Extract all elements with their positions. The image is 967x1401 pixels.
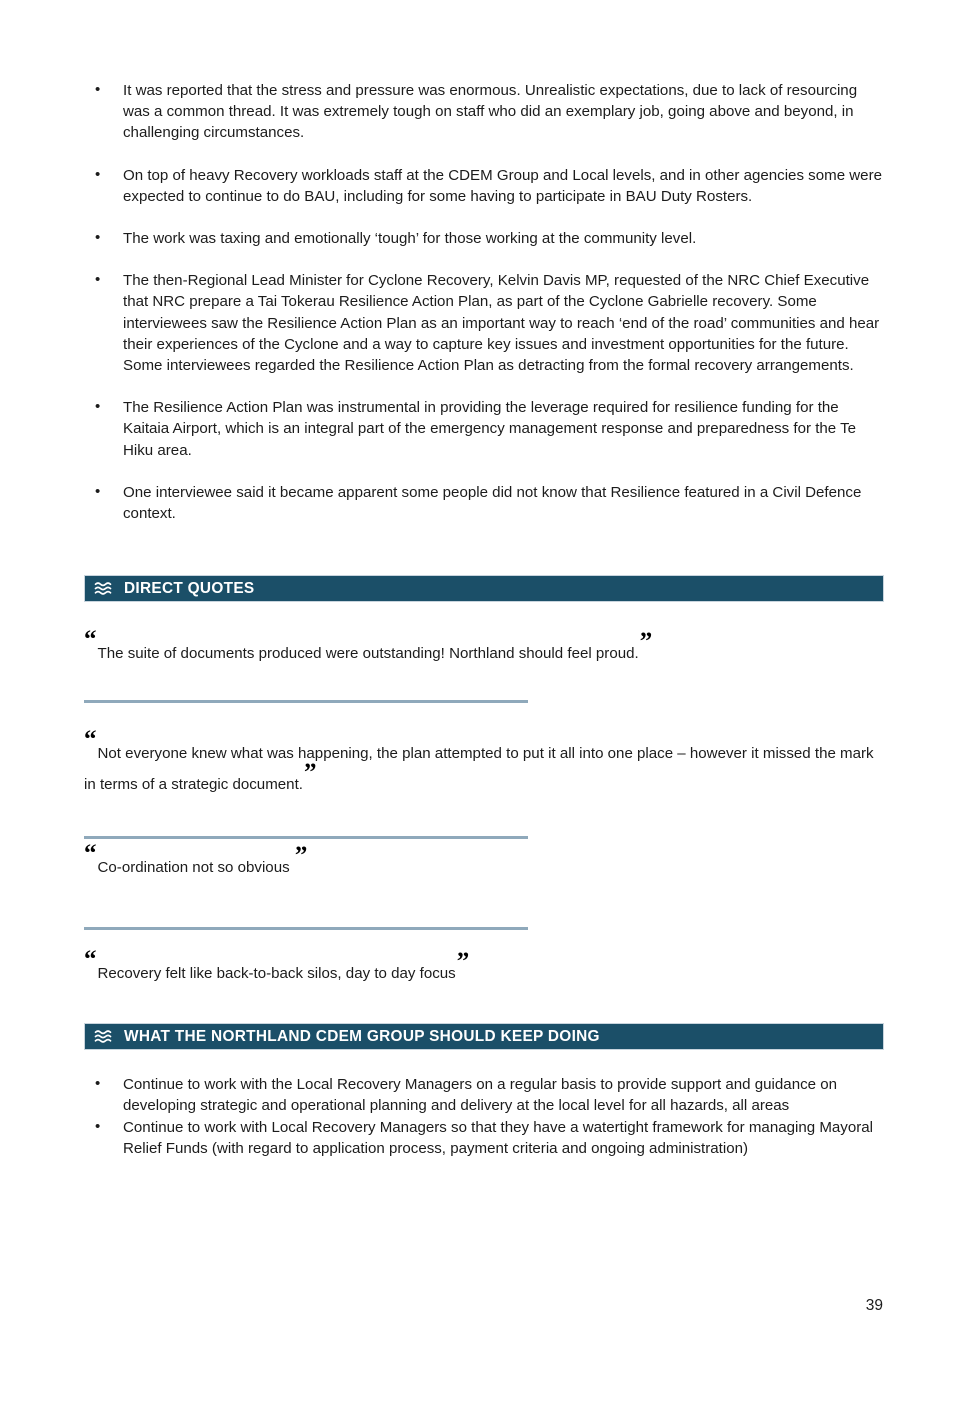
- quote-text: [84, 840, 884, 883]
- wave-icon: [94, 1028, 113, 1045]
- quote-text: [84, 626, 884, 669]
- quote-block: [84, 840, 884, 883]
- open-quote-mark: “: [84, 726, 97, 754]
- list-item: • The then-Regional Lead Minister for Cyclone Recovery, Kelvin Davis MP, requested of the NRC Chief Executive that NRC prepare a Tai Tokerau Resilience Action Plan, as part of the Cyclone Gabrielle recovery. Some interviewees saw the Resilience Action Plan as an important way to reach ‘end of the road’ communities and hear their experiences of the Cyclone and a way to capture key issues and investment opportunities for the future. Some interviewees regarded the Resilience Action Plan as detracting from the formal recovery arrangements.: [84, 270, 884, 376]
- list-item: • One interviewee said it became apparent some people did not know that Resilience featured in a Civil Defence context.: [84, 482, 884, 524]
- close-quote-mark: ”: [294, 842, 308, 870]
- section-banner-direct-quotes: [84, 575, 884, 602]
- page-content: [84, 80, 884, 1159]
- list-item: • The Resilience Action Plan was instrumental in providing the leverage required for resilience funding for the Kaitaia Airport, which is an integral part of the emergency management response and preparedness for the Te Hiku area.: [84, 397, 884, 461]
- list-item: • It was reported that the stress and pressure was enormous. Unrealistic expectations, due to lack of resourcing was a common thread. It was extremely tough on staff who did an exemplary job, going above and beyond, in challenging circumstances.: [84, 80, 884, 144]
- section-title: DIRECT QUOTES: [124, 579, 255, 597]
- open-quote-mark: “: [84, 626, 97, 654]
- quote-block: [84, 626, 884, 669]
- section-title: WHAT THE NORTHLAND CDEM GROUP SHOULD KEEP DOING: [124, 1027, 600, 1045]
- quote-text: [84, 726, 884, 800]
- findings-bullet-list: [84, 80, 884, 524]
- quote-block: [84, 726, 884, 800]
- close-quote-mark: ”: [639, 628, 653, 656]
- keep-doing-bullet-list: [84, 1074, 884, 1159]
- close-quote-mark: ”: [303, 759, 317, 787]
- open-quote-mark: “: [84, 840, 97, 868]
- list-item: • On top of heavy Recovery workloads staff at the CDEM Group and Local levels, and in other agencies some were expected to continue to do BAU, including for some having to participate in BAU Duty Rosters.: [84, 165, 884, 207]
- open-quote-mark: “: [84, 946, 97, 974]
- quote-body: Not everyone knew what was happening, the plan attempted to put it all into one place – however it missed the mark in terms of a strategic document.: [84, 745, 874, 794]
- quote-body: The suite of documents produced were outstanding! Northland should feel proud.: [97, 645, 639, 663]
- close-quote-mark: ”: [456, 948, 470, 976]
- quote-text: [84, 946, 884, 989]
- list-item: • The work was taxing and emotionally ‘tough’ for those working at the community level.: [84, 228, 884, 249]
- quote-body: Co-ordination not so obvious: [97, 859, 294, 877]
- quote-body: Recovery felt like back-to-back silos, day to day focus: [97, 965, 456, 983]
- section-banner-keep-doing: [84, 1023, 884, 1050]
- wave-icon: [94, 580, 113, 597]
- list-item: • Continue to work with the Local Recovery Managers on a regular basis to provide support and guidance on developing strategic and operational planning and delivery at the local level for all hazards, all areas: [84, 1074, 884, 1116]
- page-number: 39: [865, 1297, 883, 1314]
- quote-block: [84, 946, 884, 989]
- list-item: • Continue to work with Local Recovery Managers so that they have a watertight framework for managing Mayoral Relief Funds (with regard to application process, payment criteria and ongoing administration): [84, 1117, 884, 1159]
